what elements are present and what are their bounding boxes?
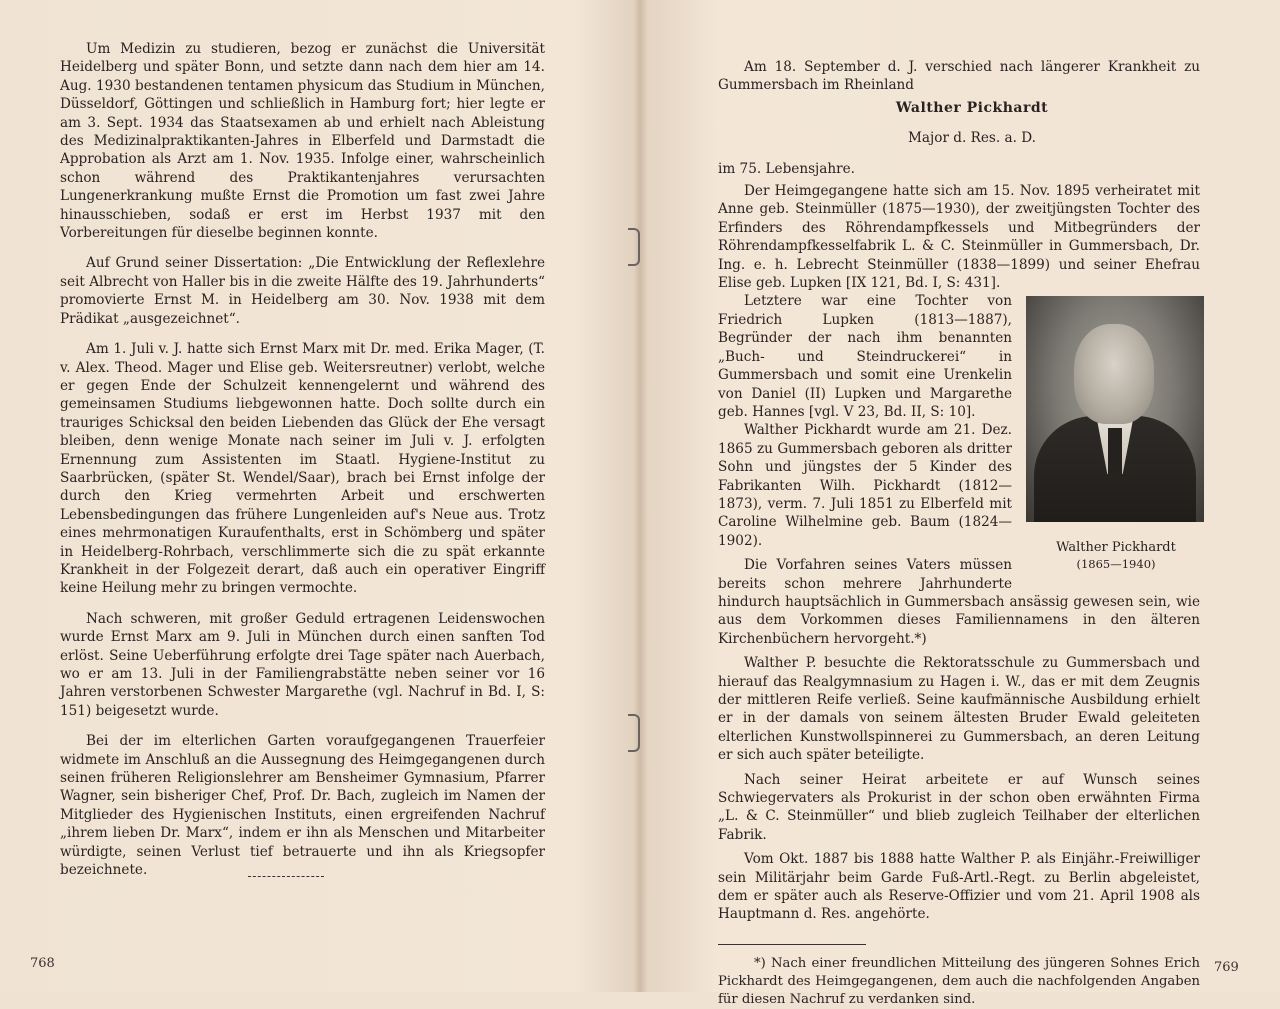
portrait-figure xyxy=(1026,296,1206,572)
paragraph: Nach seiner Heirat arbeitete er auf Wunsch seines Schwiegervaters als Prokurist in der schon oben erwähnten Firma „L. & C. Steinmüller“ und blieb zugleich Teilhaber der elterlichen Fabrik. xyxy=(718,771,1200,843)
paragraph: Walther Pickhardt wurde am 21. Dez. 1865 zu Gummersbach geboren als dritter Sohn und jüngstes der 5 Kinder des Fabrikanten Wilh. Pickhardt (1812—1873), verm. 7. Juli 1851 zu Elberfeld mit Caroline Wilhelmine geb. Baum (1824—1902). xyxy=(718,422,1012,549)
left-page-text xyxy=(60,40,545,891)
left-page xyxy=(0,0,640,992)
age-line: im 75. Lebensjahre. xyxy=(718,160,855,177)
deceased-name: Walther Pickhardt xyxy=(895,99,1049,116)
paragraph: Auf Grund seiner Dissertation: „Die Entwicklung der Reflexlehre seit Albrecht von Haller bis in die zweite Hälfte des 19. Jahrhunderts“ promovierte Ernst M. in Heidelberg am 30. Nov. 1938 mit dem Prädikat „ausgezeichnet“. xyxy=(60,255,545,327)
footnote xyxy=(718,955,1200,1009)
paragraph: Um Medizin zu studieren, bezog er zunächst die Universität Heidelberg und später Bonn, und setzte dann nach dem hier am 14. Aug. 1930 bestandenen tentamen physicum das Studium in München, Düsseldorf, Göttingen und schließlich in Hamburg fort; hier legte er am 3. Sept. 1934 das Staatsexamen ab und erhielt nach Ableistung des Medizinalpraktikanten-Jahres in Elberfeld und Darmstadt die Approbation als Arzt am 1. Nov. 1935. Infolge einer, wahrscheinlich schon während des Praktikantenjahres verursachten Lungenerkrankung mußte Ernst die Promotion um fast zwei Jahre hinausschieben, sodaß er erst im Herbst 1937 mit den Vorbereitungen für dieselbe beginnen konnte. xyxy=(60,41,545,242)
deceased-rank: Major d. Res. a. D. xyxy=(908,130,1036,147)
footnote-text: *) Nach einer freundlichen Mitteilung des jüngeren Sohnes Erich Pickhardt des Heimgegangenen, dem auch die nachfolgenden Angaben für diesen Nachruf zu verdanken sind. xyxy=(718,955,1200,1007)
paragraph: Bei der im elterlichen Garten voraufgegangenen Trauerfeier widmete im Anschluß an die Aussegnung des Heimgegangenen durch seinen früheren Religionslehrer am Bensheimer Gymnasium, Pfarrer Wagner, sein bisheriger Chef, Prof. Dr. Bach, zugleich im Namen der Mitglieder des Hygienischen Instituts, einen ergreifenden Nachruf „ihrem lieben Dr. Marx“, indem er ihn als Menschen und Mitarbeiter würdigte, seinen Verlust tief betrauerte und ihn als Kriegsopfer bezeichnete. xyxy=(60,733,545,879)
paragraph: Die Vorfahren seines Vaters müssen bereits schon mehrere Jahrhunderte hindurch hauptsächlich in Gummersbach ansässig gewesen sein, wie aus dem Vorkommen dieses Familiennamens in den älteren Kirchenbüchern hervorgeht.*) xyxy=(718,557,1200,647)
page-number: 769 xyxy=(1214,960,1239,975)
section-divider xyxy=(248,876,324,877)
portrait-photo xyxy=(1026,296,1204,522)
page-number: 768 xyxy=(30,956,55,971)
caption-years: (1865—1940) xyxy=(1076,557,1156,572)
caption-name: Walther Pickhardt xyxy=(1056,540,1176,556)
paragraph: Nach schweren, mit großer Geduld ertragenen Leidenswochen wurde Ernst Marx am 9. Juli in München durch einen sanften Tod erlöst. Seine Ueberführung erfolgte drei Tage später nach Auerbach, wo er am 13. Juli in der Familiengrabstätte neben seiner vor 16 Jahren verstorbenen Schwester Margarethe (vgl. Nachruf in Bd. I, S: 151) beigesetzt wurde. xyxy=(60,610,545,719)
paragraph: Vom Okt. 1887 bis 1888 hatte Walther P. als Einjähr.-Freiwilliger sein Militärjahr beim Garde Fuß-Artl.-Regt. zu Berlin abgeleistet, dem er später auch als Reserve-Offizier und vom 21. April 1908 als Hauptmann d. Res. angehörte. xyxy=(718,851,1200,923)
paragraph: Am 1. Juli v. J. hatte sich Ernst Marx mit Dr. med. Erika Mager, (T. v. Alex. Theod. Mager und Elise geb. Weitersreutner) verlobt, welche er gegen Ende der Schulzeit kennengelernt und während des gemeinsamen Studiums liebgewonnen hatte. Doch sollte durch ein trauriges Schicksal den beiden Liebenden das Glück der Ehe versagt bleiben, denn wenige Monate nach seiner im Juli v. J. erfolgten Ernennung zum Assistenten im Staatl. Hygiene-Institut zu Saarbrücken, (später St. Wendel/Saar), brach bei Ernst infolge der durch den Krieg vermehrten Arbeit und erschwerten Lebensbedingungen das frühere Lungenleiden auf's Neue aus. Trotz eines mehrmonatigen Kuraufenthalts, erst in Schömberg und später in Heidelberg-Rohrbach, verschlimmerte sich die zu spät erkannte Krankheit in der Folgezeit derart, daß auch ein operativer Eingriff keine Heilung mehr zu bringen vermochte. xyxy=(60,341,545,597)
paragraph: Walther P. besuchte die Rektoratsschule zu Gummersbach und hierauf das Realgymnasium zu Hagen i. W., das er mit dem Zeugnis der mittleren Reife verließ. Seine kaufmännische Ausbildung erhielt er in der damals von seinem ältesten Bruder Ewald geleiteten elterlichen Kunstwollspinnerei zu Gummersbach, an deren Leitung er sich auch später beteiligte. xyxy=(718,655,1200,764)
portrait-caption xyxy=(1026,540,1206,572)
paragraph: Letztere war eine Tochter von Friedrich Lupken (1813—1887), Begründer der nach ihm benannten „Buch- und Steindruckerei“ in Gummersbach und somit eine Urenkelin von Daniel (II) Lupken und Margarethe geb. Hannes [vgl. V 23, Bd. II, S: 10]. xyxy=(718,293,1012,420)
paragraph: Der Heimgegangene hatte sich am 15. Nov. 1895 verheiratet mit Anne geb. Steinmüller (1875—1930), der zweitjüngsten Tochter des Erfinders des Röhrendampfkessels und Mitbegründers der Röhrendampfkesselfabrik L. & C. Steinmüller in Gummersbach, Dr. Ing. e. h. Lebrecht Steinmüller (1838—1899) und seiner Ehefrau Elise geb. Lupken [IX 121, Bd. I, S: 431]. xyxy=(718,183,1200,292)
right-page-text xyxy=(718,58,1200,1009)
obituary-intro: Am 18. September d. J. verschied nach längerer Krankheit zu Gummersbach im Rheinland xyxy=(718,59,1200,94)
right-page xyxy=(640,0,1280,1007)
footnote-rule xyxy=(718,944,866,945)
